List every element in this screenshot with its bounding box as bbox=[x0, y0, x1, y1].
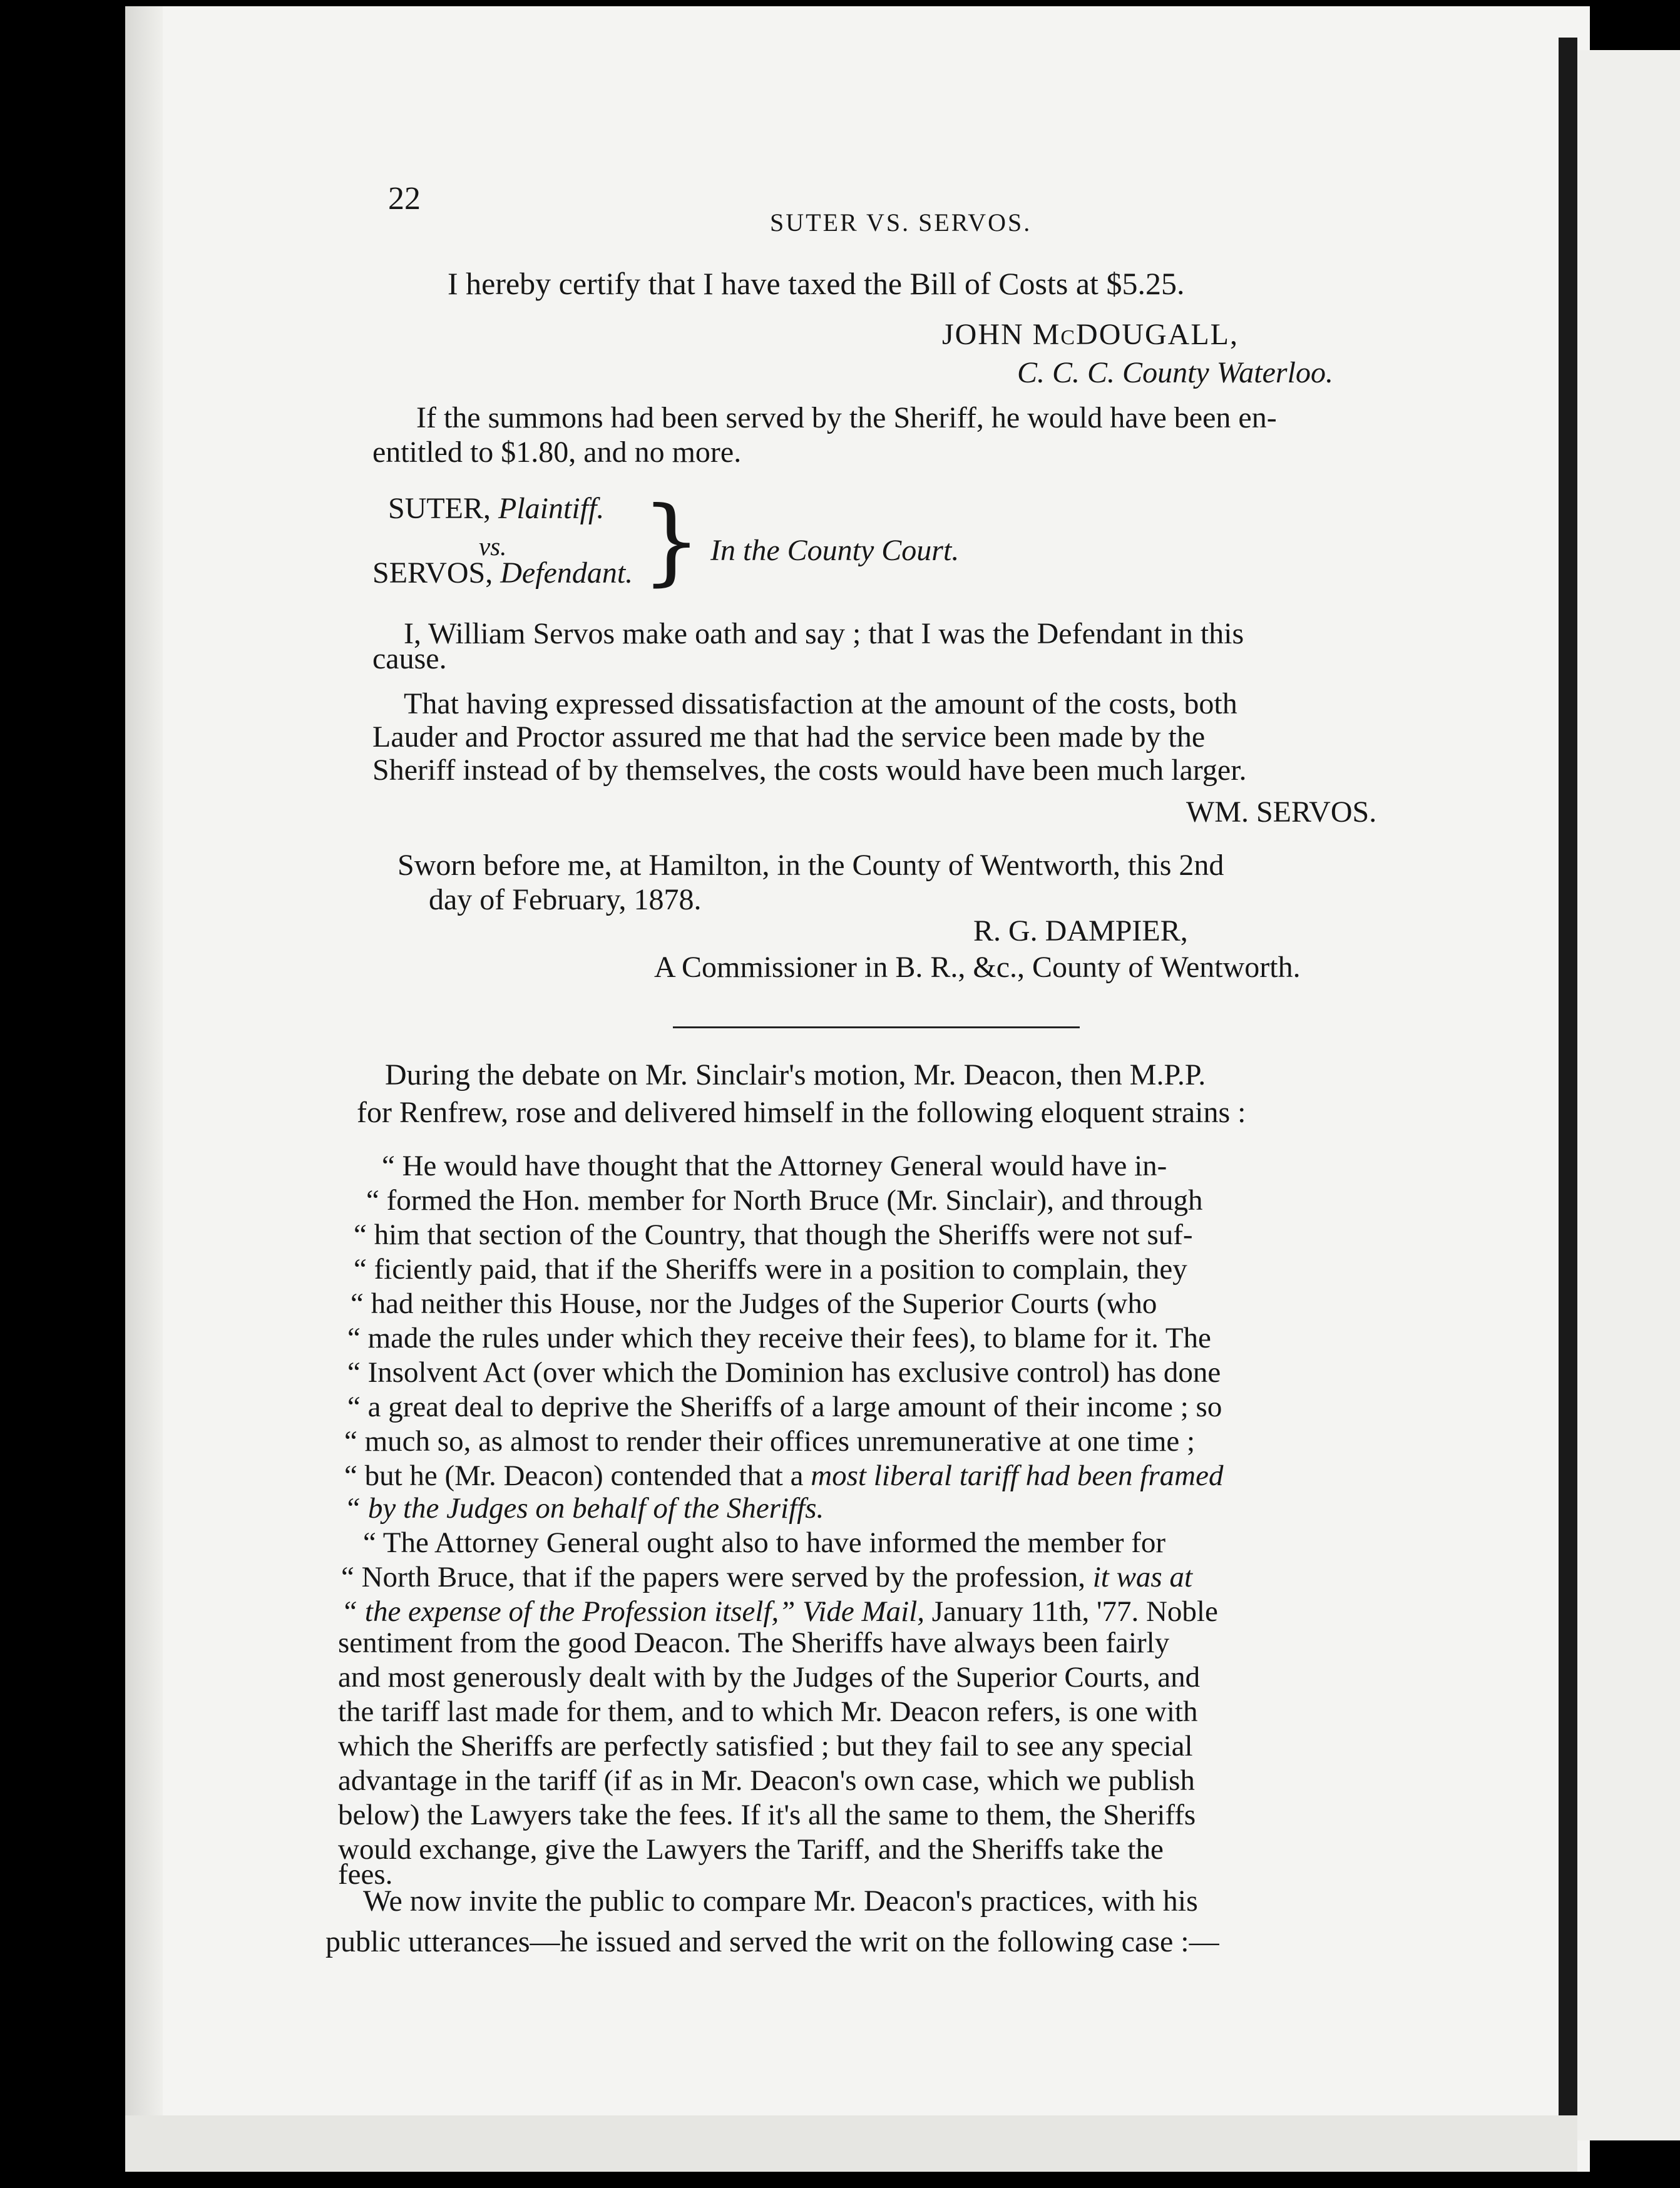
quote-line: “ formed the Hon. member for North Bruce (Mr. Sinclair), and through bbox=[366, 1184, 1203, 1217]
quote-line-text: “ but he (Mr. Deacon) contended that a bbox=[344, 1460, 804, 1492]
quote-italic-phrase: most liberal tariff had been framed bbox=[811, 1460, 1224, 1492]
quote2-line bbox=[341, 1562, 1192, 1593]
defendant-name: SERVOS, bbox=[372, 556, 493, 590]
running-title: SUTER VS. SERVOS. bbox=[770, 208, 1032, 237]
plaintiff-name: SUTER, bbox=[388, 492, 491, 525]
commissioner-name: R. G. DAMPIER, bbox=[973, 914, 1188, 948]
commentary-line: and most generously dealt with by the Judges of the Superior Courts, and bbox=[338, 1661, 1201, 1694]
quote-line: “ a great deal to deprive the Sheriffs of a large amount of their income ; so bbox=[347, 1391, 1222, 1423]
jurat-line: day of February, 1878. bbox=[429, 883, 702, 916]
quote-line: “ He would have thought that the Attorney General would have in- bbox=[382, 1150, 1167, 1182]
quote-line: “ Insolvent Act (over which the Dominion has exclusive control) has done bbox=[347, 1356, 1221, 1389]
affidavit-line: Sheriff instead of by themselves, the costs would have been much larger. bbox=[372, 754, 1247, 787]
sheriff-note-line: If the summons had been served by the Sheriff, he would have been en- bbox=[416, 401, 1277, 434]
debate-intro-line: for Renfrew, rose and delivered himself in the following eloquent strains : bbox=[357, 1096, 1246, 1129]
closing-line: We now invite the public to compare Mr. Deacon's practices, with his bbox=[363, 1884, 1198, 1918]
page-bottom-band bbox=[125, 2115, 1577, 2172]
commentary-line: advantage in the tariff (if as in Mr. Deacon's own case, which we publish bbox=[338, 1764, 1195, 1797]
caption-versus: vs. bbox=[479, 532, 507, 561]
quote-line: “ him that section of the Country, that though the Sheriffs were not suf- bbox=[354, 1219, 1193, 1251]
quote-line: “ ficiently paid, that if the Sheriffs were in a position to complain, they bbox=[354, 1253, 1187, 1286]
commentary-line: fees. bbox=[338, 1858, 393, 1891]
affidavit-line: Lauder and Proctor assured me that had the service been made by the bbox=[372, 720, 1206, 754]
defendant-role: Defendant. bbox=[500, 556, 633, 590]
commentary-line: the tariff last made for them, and to which Mr. Deacon refers, is one with bbox=[338, 1695, 1198, 1728]
sheriff-note-line: entitled to $1.80, and no more. bbox=[372, 436, 742, 469]
affidavit-line: That having expressed dissatisfaction at the amount of the costs, both bbox=[404, 687, 1237, 720]
page-edge-shadow bbox=[125, 6, 163, 2172]
quote2-italic: it was at bbox=[1092, 1561, 1193, 1593]
caption-plaintiff bbox=[388, 491, 604, 526]
commentary-line: would exchange, give the Lawyers the Tariff, and the Sheriffs take the bbox=[338, 1833, 1164, 1866]
certificate-signer-title: C. C. C. County Waterloo. bbox=[1017, 356, 1333, 389]
quote2-text: “ North Bruce, that if the papers were served by the profession, bbox=[341, 1561, 1085, 1593]
quote2-line: “ The Attorney General ought also to have informed the member for bbox=[363, 1526, 1166, 1559]
caption-brace: } bbox=[642, 487, 702, 596]
page-number: 22 bbox=[388, 181, 421, 217]
debate-intro-line: During the debate on Mr. Sinclair's motion, Mr. Deacon, then M.P.P. bbox=[385, 1058, 1206, 1091]
affidavit-line: cause. bbox=[372, 642, 447, 675]
closing-line: public utterances—he issued and served the writ on the following case :— bbox=[325, 1925, 1219, 1958]
section-divider bbox=[673, 1026, 1080, 1028]
affidavit-signature: WM. SERVOS. bbox=[1186, 795, 1377, 829]
quote2-italic: “ the expense of the Profession itself,” Vide Mail, bbox=[341, 1595, 925, 1628]
quote2-text: January 11th, '77. Noble bbox=[931, 1595, 1218, 1628]
quote-line: “ by the Judges on behalf of the Sheriffs. bbox=[344, 1492, 824, 1525]
certificate-signer: JOHN McDOUGALL, bbox=[942, 318, 1239, 351]
caption-defendant bbox=[372, 556, 633, 591]
commentary-line: below) the Lawyers take the fees. If it's all the same to them, the Sheriffs bbox=[338, 1799, 1196, 1831]
affidavit-line: I, William Servos make oath and say ; that I was the Defendant in this bbox=[404, 617, 1244, 650]
certificate-text: I hereby certify that I have taxed the Bill of Costs at $5.25. bbox=[448, 266, 1185, 301]
adjacent-page bbox=[1577, 50, 1680, 2140]
page-fold-shadow bbox=[1559, 38, 1577, 2140]
jurat-line: Sworn before me, at Hamilton, in the County of Wentworth, this 2nd bbox=[397, 849, 1224, 882]
quote-line bbox=[344, 1460, 1223, 1491]
court-name: In the County Court. bbox=[710, 534, 960, 567]
quote-line: “ made the rules under which they receive their fees), to blame for it. The bbox=[347, 1322, 1211, 1354]
commentary-line: sentiment from the good Deacon. The Sheriffs have always been fairly bbox=[338, 1627, 1170, 1659]
quote2-line bbox=[341, 1596, 1218, 1627]
commentary-line: which the Sheriffs are perfectly satisfied ; but they fail to see any special bbox=[338, 1730, 1193, 1762]
quote-line: “ much so, as almost to render their offices unremunerative at one time ; bbox=[344, 1425, 1196, 1458]
plaintiff-role: Plaintiff. bbox=[498, 492, 605, 525]
quote-line: “ had neither this House, nor the Judges of the Superior Courts (who bbox=[351, 1287, 1157, 1320]
commissioner-title: A Commissioner in B. R., &c., County of Wentworth. bbox=[654, 951, 1301, 984]
